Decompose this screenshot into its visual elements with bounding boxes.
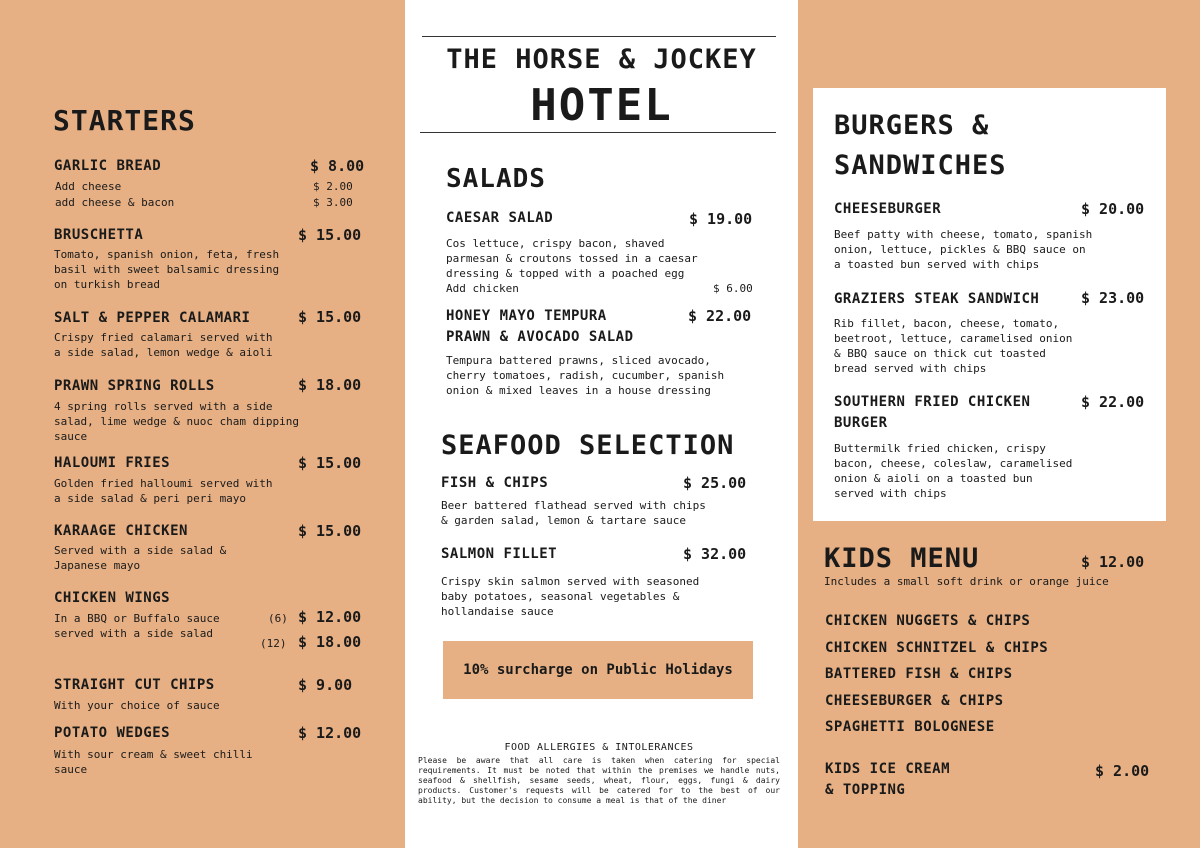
calamari-name: SALT & PEPPER CALAMARI — [54, 310, 251, 326]
chicken-burger-desc: Buttermilk fried chicken, crispy bacon, cheese, coleslaw, caramelised onion & aioli on a toasted bun served with chips — [834, 442, 1073, 500]
wedges-price: $ 12.00 — [298, 724, 362, 742]
cheeseburger-price: $ 20.00 — [1081, 200, 1145, 218]
chicken-burger-name-l2: BURGER — [834, 415, 888, 431]
bruschetta-name: BRUSCHETTA — [54, 227, 144, 243]
caesar-name: CAESAR SALAD — [446, 210, 554, 226]
prawn-salad-desc: Tempura battered prawns, sliced avocado, cherry tomatoes, radish, cucumber, spanish onion & mixed leaves in a house dressing — [446, 354, 725, 397]
fish-chips-name: FISH & CHIPS — [441, 475, 549, 491]
steak-sandwich-price: $ 23.00 — [1081, 289, 1145, 307]
kids-icecream-l2: & TOPPING — [825, 782, 906, 798]
wings-price-6: $ 12.00 — [298, 608, 362, 626]
salads-title: SALADS — [446, 164, 546, 194]
wings-price-12: $ 18.00 — [298, 633, 362, 651]
kids-icecream-l1: KIDS ICE CREAM — [825, 761, 951, 777]
chips-name: STRAIGHT CUT CHIPS — [54, 677, 215, 693]
spring-rolls-name: PRAWN SPRING ROLLS — [54, 378, 215, 394]
kids-item-2: CHICKEN SCHNITZEL & CHIPS — [825, 640, 1049, 656]
calamari-desc: Crispy fried calamari served with a side salad, lemon wedge & aioli — [54, 331, 273, 359]
haloumi-name: HALOUMI FRIES — [54, 455, 171, 471]
header-bottom-rule — [420, 132, 776, 133]
chicken-burger-price: $ 22.00 — [1081, 393, 1145, 411]
allergies-text: Please be aware that all care is taken when catering for special requirements. It must be noted that within the premises we handle nuts, seafood & shellfish, sesame seeds, wheat, flour, eggs, fungi & dairy products. Customer's requests will be catered for to the best of our ability, but the decision to consume a meal is that of the diner — [418, 756, 780, 805]
hotel-name-line1: THE HORSE & JOCKEY — [446, 44, 757, 75]
starters-title: STARTERS — [53, 104, 196, 137]
wedges-name: POTATO WEDGES — [54, 725, 171, 741]
wedges-desc: With sour cream & sweet chilli sauce — [54, 748, 253, 776]
prawn-salad-name-l1: HONEY MAYO TEMPURA — [446, 308, 607, 324]
caesar-extra-price: $ 6.00 — [713, 282, 753, 295]
cheeseburger-desc: Beef patty with cheese, tomato, spanish onion, lettuce, pickles & BBQ sauce on a toasted bun served with chips — [834, 228, 1093, 271]
chicken-burger-name-l1: SOUTHERN FRIED CHICKEN — [834, 394, 1031, 410]
calamari-price: $ 15.00 — [298, 308, 362, 326]
haloumi-price: $ 15.00 — [298, 454, 362, 472]
kids-item-4: CHEESEBURGER & CHIPS — [825, 693, 1004, 709]
burgers-title-l1: BURGERS & — [834, 110, 990, 141]
caesar-desc: Cos lettuce, crispy bacon, shaved parmesan & croutons tossed in a caesar dressing & topped with a poached egg — [446, 237, 698, 280]
karaage-price: $ 15.00 — [298, 522, 362, 540]
garlic-extra-2-label: add cheese & bacon — [55, 196, 175, 209]
garlic-bread-price: $ 8.00 — [310, 157, 365, 175]
allergies-title: FOOD ALLERGIES & INTOLERANCES — [504, 742, 694, 753]
surcharge-notice: 10% surcharge on Public Holidays — [443, 641, 753, 699]
prawn-salad-price: $ 22.00 — [688, 307, 752, 325]
chips-price: $ 9.00 — [298, 676, 353, 694]
header-top-rule — [422, 36, 776, 37]
wings-desc: In a BBQ or Buffalo sauce served with a side salad — [54, 612, 220, 640]
prawn-salad-name-l2: PRAWN & AVOCADO SALAD — [446, 329, 634, 345]
wings-name: CHICKEN WINGS — [54, 590, 171, 606]
kids-price: $ 12.00 — [1081, 553, 1145, 571]
kids-subtitle: Includes a small soft drink or orange juice — [824, 575, 1109, 588]
kids-item-5: SPAGHETTI BOLOGNESE — [825, 719, 995, 735]
caesar-price: $ 19.00 — [689, 210, 753, 228]
seafood-title: SEAFOOD SELECTION — [441, 430, 735, 461]
steak-sandwich-desc: Rib fillet, bacon, cheese, tomato, beetroot, lettuce, caramelised onion & BBQ sauce on thick cut toasted bread served with chips — [834, 317, 1073, 375]
wings-qty-6: (6) — [268, 612, 288, 625]
spring-rolls-price: $ 18.00 — [298, 376, 362, 394]
garlic-extra-1-label: Add cheese — [55, 180, 122, 193]
cheeseburger-name: CHEESEBURGER — [834, 201, 942, 217]
bruschetta-price: $ 15.00 — [298, 226, 362, 244]
karaage-name: KARAAGE CHICKEN — [54, 523, 188, 539]
kids-icecream-price: $ 2.00 — [1095, 762, 1150, 780]
wings-qty-12: (12) — [260, 637, 287, 650]
karaage-desc: Served with a side salad & Japanese mayo — [54, 544, 227, 572]
hotel-name-line2: HOTEL — [530, 80, 673, 131]
salmon-desc: Crispy skin salmon served with seasoned baby potatoes, seasonal vegetables & hollandaise sauce — [441, 575, 700, 618]
caesar-extra-label: Add chicken — [446, 282, 519, 295]
fish-chips-price: $ 25.00 — [683, 474, 747, 492]
chips-desc: With your choice of sauce — [54, 699, 220, 712]
haloumi-desc: Golden fried halloumi served with a side salad & peri peri mayo — [54, 477, 273, 505]
kids-item-3: BATTERED FISH & CHIPS — [825, 666, 1013, 682]
salmon-name: SALMON FILLET — [441, 546, 558, 562]
salmon-price: $ 32.00 — [683, 545, 747, 563]
garlic-extra-1-price: $ 2.00 — [313, 180, 353, 193]
kids-item-1: CHICKEN NUGGETS & CHIPS — [825, 613, 1031, 629]
spring-rolls-desc: 4 spring rolls served with a side salad, lime wedge & nuoc cham dipping sauce — [54, 400, 300, 443]
garlic-extra-2-price: $ 3.00 — [313, 196, 353, 209]
bruschetta-desc: Tomato, spanish onion, feta, fresh basil with sweet balsamic dressing on turkish bread — [54, 248, 280, 291]
fish-chips-desc: Beer battered flathead served with chips & garden salad, lemon & tartare sauce — [441, 499, 706, 527]
burgers-title-l2: SANDWICHES — [834, 150, 1007, 181]
kids-title: KIDS MENU — [824, 543, 980, 574]
steak-sandwich-name: GRAZIERS STEAK SANDWICH — [834, 291, 1040, 307]
garlic-bread-name: GARLIC BREAD — [54, 158, 162, 174]
